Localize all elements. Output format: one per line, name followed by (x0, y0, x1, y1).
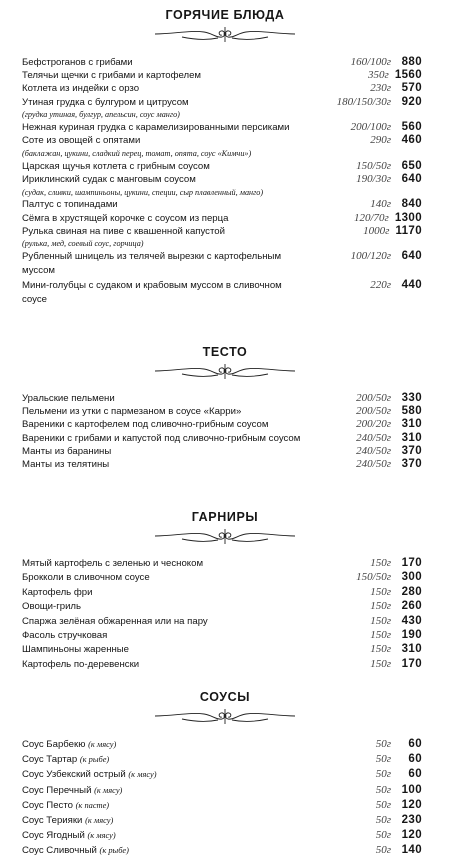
item-price: 120 (401, 829, 422, 842)
menu-item (22, 738, 422, 753)
item-price: 60 (408, 738, 422, 750)
item-name: Соус Терияки (22, 814, 83, 826)
menu-item-list (22, 738, 422, 860)
menu-item (22, 658, 422, 672)
menu-item (22, 615, 422, 629)
item-weight: 200/100г (350, 121, 391, 134)
item-price: 170 (401, 557, 422, 569)
item-price: 430 (401, 614, 422, 627)
item-ingredients: (рулька, мед, соевый соус, горчица) (22, 239, 144, 249)
item-price: 60 (408, 753, 422, 766)
menu-item (22, 432, 422, 445)
menu-item (22, 557, 422, 571)
item-price: 120 (401, 798, 422, 811)
item-weight: 180/150/30г (336, 95, 391, 108)
menu-item (22, 212, 422, 225)
item-name: Фасоль стручковая (22, 629, 108, 641)
item-weight: 240/50г (356, 431, 391, 444)
item-name: Нежная куриная грудка с карамелизированными персиками (22, 122, 290, 134)
menu-item (22, 173, 422, 199)
menu-item (22, 571, 422, 585)
item-price: 330 (401, 392, 422, 404)
item-weight: 190/30г (356, 172, 391, 185)
item-price: 310 (401, 431, 422, 444)
item-weight: 150г (370, 657, 391, 670)
item-weight: 50г (375, 783, 391, 796)
item-price: 190 (401, 628, 422, 641)
item-price: 60 (408, 768, 422, 781)
menu-section (0, 345, 450, 382)
item-price: 1560 (394, 69, 422, 82)
item-weight: 160/100г (350, 56, 391, 68)
item-weight: 200/50г (356, 392, 391, 404)
ornament-divider-icon (152, 525, 298, 547)
item-note: (к рыбе) (79, 755, 110, 765)
menu-item (22, 134, 422, 160)
item-name: Брокколи в сливочном соусе (22, 572, 150, 584)
item-note: (к рыбе) (99, 846, 129, 856)
item-name: Пельмени из утки с пармезаном в соусе «Карри» (22, 406, 242, 418)
menu-section (0, 8, 450, 45)
menu-item (22, 279, 422, 305)
item-weight: 150г (370, 557, 391, 569)
item-weight: 150г (370, 614, 391, 627)
item-name: Ириклинский судак с манговым соусом (22, 173, 196, 185)
item-weight: 240/50г (356, 457, 391, 470)
item-weight: 50г (375, 813, 391, 826)
item-name: Спаржа зелёная обжаренная или на пару (22, 615, 208, 627)
menu-item-list (22, 557, 422, 672)
menu-item (22, 96, 422, 122)
item-note: (к пасте) (75, 800, 110, 810)
item-weight: 50г (375, 844, 391, 857)
menu-section (0, 510, 450, 547)
item-price: 580 (401, 405, 422, 418)
item-price: 640 (401, 250, 422, 263)
item-note: (к мясу) (128, 770, 157, 780)
item-name: Утиная грудка с булгуром и цитрусом (22, 96, 189, 108)
item-weight: 120/70г (353, 211, 389, 224)
item-name: Картофель фри (22, 586, 93, 598)
item-price: 370 (401, 457, 422, 470)
menu-item (22, 458, 422, 471)
item-weight: 150г (370, 600, 391, 613)
menu-item (22, 799, 422, 814)
item-name: Мятый картофель с зеленью и чесноком (22, 558, 204, 569)
item-name: Соус Сливочный (22, 845, 97, 857)
item-weight: 50г (375, 798, 391, 811)
menu-item (22, 250, 422, 279)
item-name: Манты из телятины (22, 458, 110, 470)
item-price: 140 (401, 844, 422, 857)
item-weight: 150/50г (356, 571, 391, 584)
item-name: Мини-голубцы с судаком и крабовым муссом в сливочном соусе (22, 280, 282, 305)
item-name: Уральские пельмени (22, 393, 115, 404)
item-name: Соус Узбекский острый (22, 769, 126, 781)
item-weight: 150г (370, 585, 391, 598)
item-name: Соус Ягодный (22, 830, 85, 842)
item-price: 440 (401, 279, 422, 292)
item-weight: 100/120г (350, 250, 391, 263)
section-title: ГАРНИРЫ (191, 510, 259, 524)
item-note: (к мясу) (88, 740, 117, 749)
menu-item (22, 405, 422, 418)
item-weight: 50г (375, 829, 391, 842)
item-price: 880 (401, 56, 422, 68)
item-name: Шампиньоны жаренные (22, 644, 130, 656)
item-price: 100 (401, 783, 422, 796)
item-price: 370 (401, 444, 422, 457)
menu-item (22, 225, 422, 251)
item-price: 310 (401, 418, 422, 431)
item-ingredients: (судак, сливки, шампиньоны, цукини, специи, сыр плавленный, манго) (22, 187, 264, 197)
menu-item (22, 844, 422, 859)
item-note: (к мясу) (94, 785, 123, 795)
item-price: 640 (401, 172, 422, 185)
item-name: Рулька свиная на пиве с квашенной капустой (22, 225, 225, 237)
item-price: 280 (401, 585, 422, 598)
item-price: 650 (401, 159, 422, 172)
item-weight: 50г (375, 753, 391, 766)
menu-item (22, 829, 422, 844)
menu-item-list (22, 56, 422, 305)
item-price: 260 (401, 600, 422, 613)
menu-item (22, 768, 422, 783)
item-name: Бефстроганов с грибами (22, 57, 133, 68)
section-title: СОУСЫ (199, 690, 251, 704)
menu-item (22, 69, 422, 82)
item-weight: 290г (370, 134, 391, 147)
item-name: Вареники с грибами и капустой под сливочно-грибным соусом (22, 432, 301, 444)
menu-item (22, 586, 422, 600)
item-name: Соус Перечный (22, 784, 92, 796)
item-name: Котлета из индейки с орзо (22, 83, 140, 95)
item-price: 840 (401, 198, 422, 211)
item-weight: 150г (370, 628, 391, 641)
item-name: Палтус с топинадами (22, 199, 118, 211)
item-name: Манты из баранины (22, 445, 112, 457)
menu-section (0, 690, 450, 727)
item-ingredients: (грудка утиная, булгур, апельсин, соус манго) (22, 110, 180, 120)
ornament-divider-icon (152, 23, 298, 45)
item-price: 1170 (395, 224, 422, 237)
item-weight: 220г (370, 279, 391, 292)
item-weight: 230г (370, 82, 391, 95)
item-name: Соус Барбекю (22, 739, 86, 750)
item-price: 570 (401, 82, 422, 95)
item-name: Вареники с картофелем под сливочно-грибным соусом (22, 419, 269, 431)
item-name: Картофель по-деревенски (22, 658, 140, 670)
item-name: Сёмга в хрустящей корочке с соусом из перца (22, 212, 229, 224)
menu-item (22, 445, 422, 458)
menu-item (22, 82, 422, 95)
item-name: Рубленный шницель из телячей вырезки с картофельным муссом (22, 251, 282, 276)
menu-item (22, 392, 422, 405)
section-title: ГОРЯЧИЕ БЛЮДА (165, 8, 285, 22)
item-ingredients: (баклажан, цукини, сладкий перец, томат, опята, соус «Кимчи») (22, 148, 252, 158)
item-weight: 140г (370, 198, 391, 211)
item-price: 300 (401, 571, 422, 584)
item-name: Соте из овощей с опятами (22, 135, 141, 147)
section-title: ТЕСТО (202, 345, 248, 359)
menu-item (22, 418, 422, 431)
ornament-divider-icon (152, 360, 298, 382)
item-name: Овощи-гриль (22, 601, 82, 613)
item-price: 170 (401, 657, 422, 670)
ornament-divider-icon (152, 705, 298, 727)
item-name: Соус Песто (22, 799, 73, 811)
menu-item (22, 198, 422, 211)
menu-item-list (22, 392, 422, 471)
item-price: 310 (401, 643, 422, 656)
item-note: (к мясу) (85, 815, 114, 825)
item-weight: 350г (368, 69, 389, 82)
menu-item (22, 784, 422, 799)
item-weight: 200/50г (356, 405, 391, 418)
item-name: Царская щучья котлета с грибным соусом (22, 160, 210, 172)
menu-item (22, 753, 422, 768)
item-note: (к мясу) (87, 831, 116, 841)
item-weight: 50г (375, 768, 391, 781)
item-price: 460 (401, 134, 422, 147)
item-price: 560 (401, 121, 422, 134)
menu-item (22, 121, 422, 134)
item-price: 920 (401, 95, 422, 108)
menu-item (22, 629, 422, 643)
menu-item (22, 56, 422, 69)
item-weight: 150/50г (356, 159, 391, 172)
item-weight: 1000г (363, 224, 390, 237)
menu-item (22, 643, 422, 657)
item-weight: 50г (375, 738, 391, 750)
item-weight: 150г (370, 643, 391, 656)
menu-item (22, 160, 422, 173)
menu-item (22, 814, 422, 829)
item-price: 1300 (394, 211, 422, 224)
item-price: 230 (401, 813, 422, 826)
item-weight: 240/50г (356, 444, 391, 457)
item-name: Телячьи щечки с грибами и картофелем (22, 70, 202, 82)
item-name: Соус Тартар (22, 754, 78, 766)
menu-item (22, 600, 422, 614)
item-weight: 200/20г (356, 418, 391, 431)
